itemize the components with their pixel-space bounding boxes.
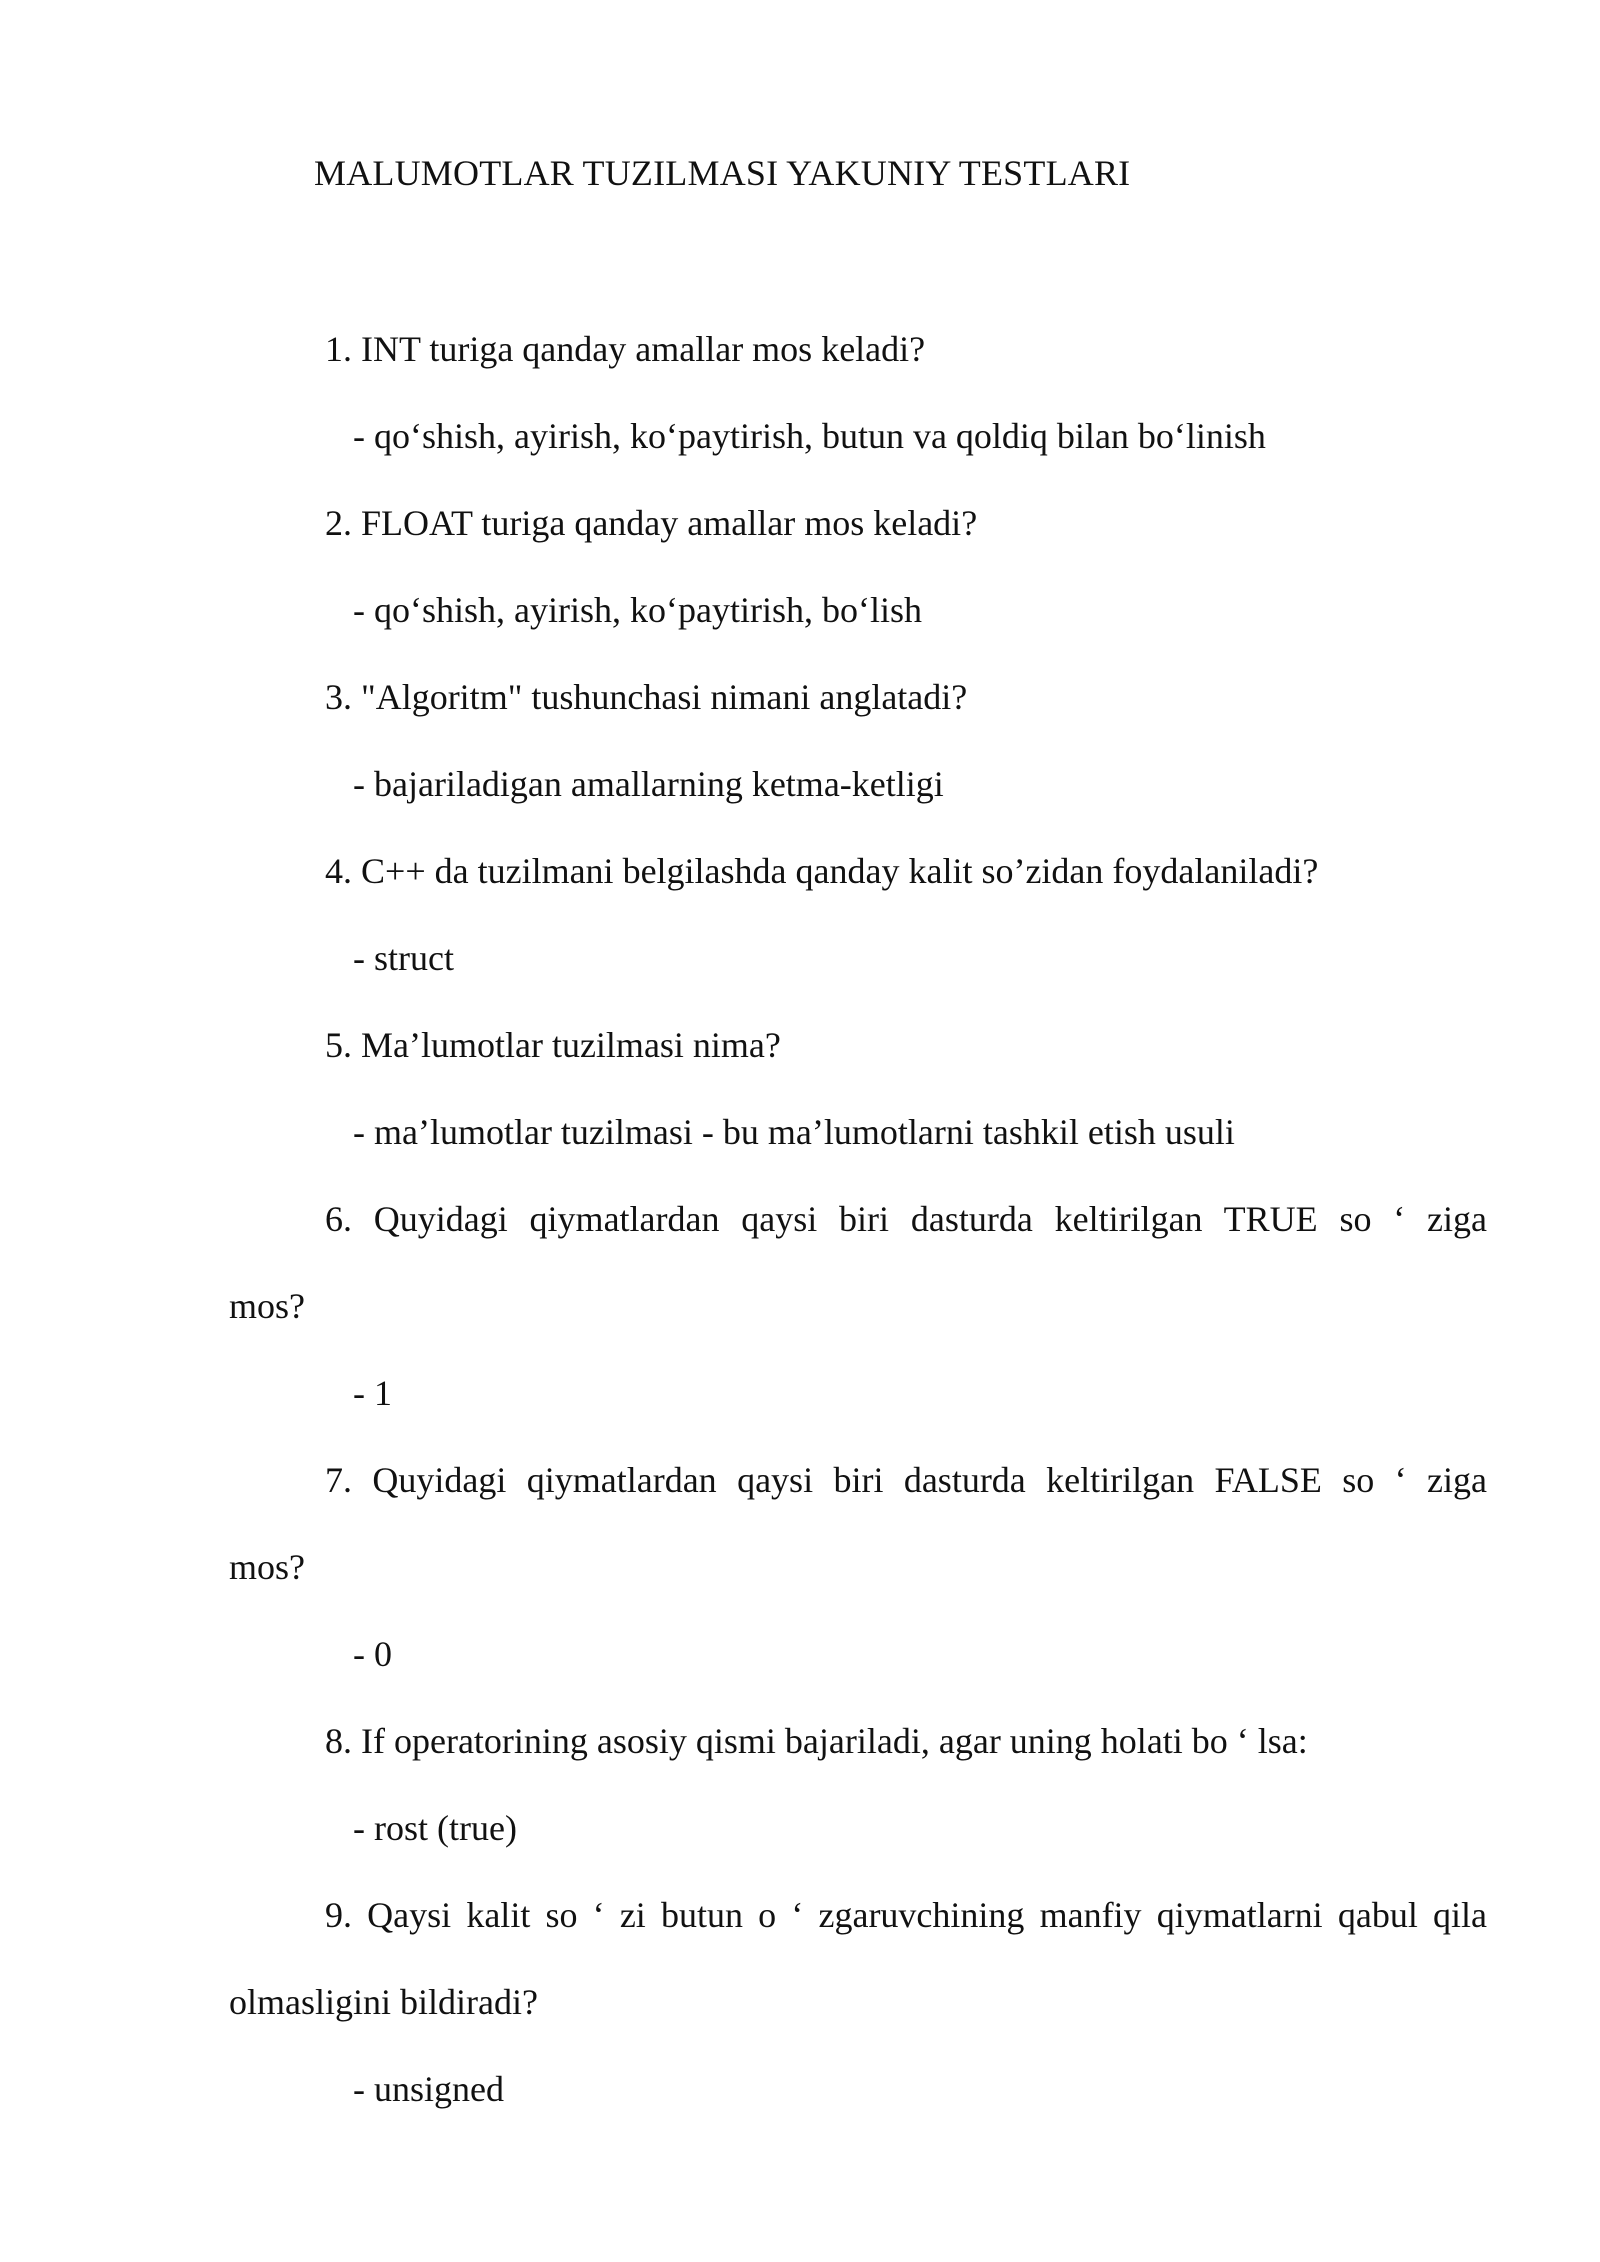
- question-1: 1. INT turiga qanday amallar mos keladi?: [325, 329, 926, 369]
- question-9: 9. Qaysi kalit so ‘ zi butun o ‘ zgaruvchining manfiy qiymatlarni qabul qila: [325, 1895, 1487, 1935]
- answer-5: - ma’lumotlar tuzilmasi - bu ma’lumotlarni tashkil etish usuli: [353, 1112, 1235, 1152]
- answer-1: - qo‘shish, ayirish, ko‘paytirish, butun va qoldiq bilan bo‘linish: [353, 416, 1266, 456]
- question-6: 6. Quyidagi qiymatlardan qaysi biri dasturda keltirilgan TRUE so ‘ ziga: [325, 1199, 1487, 1239]
- question-6-continuation: mos?: [229, 1286, 305, 1326]
- answer-4: - struct: [353, 938, 454, 978]
- question-8: 8. If operatorining asosiy qismi bajariladi, agar uning holati bo ‘ lsa:: [325, 1721, 1308, 1761]
- page-title: MALUMOTLAR TUZILMASI YAKUNIY TESTLARI: [314, 153, 1131, 193]
- answer-8: - rost (true): [353, 1808, 517, 1848]
- question-2: 2. FLOAT turiga qanday amallar mos keladi?: [325, 503, 978, 543]
- question-9-continuation: olmasligini bildiradi?: [229, 1982, 538, 2022]
- question-4: 4. C++ da tuzilmani belgilashda qanday kalit so’zidan foydalaniladi?: [325, 851, 1319, 891]
- question-3: 3. "Algoritm" tushunchasi nimani anglatadi?: [325, 677, 968, 717]
- answer-7: - 0: [353, 1634, 392, 1674]
- question-7-continuation: mos?: [229, 1547, 305, 1587]
- answer-2: - qo‘shish, ayirish, ko‘paytirish, bo‘lish: [353, 590, 922, 630]
- answer-9: - unsigned: [353, 2069, 504, 2109]
- question-5: 5. Ma’lumotlar tuzilmasi nima?: [325, 1025, 781, 1065]
- answer-6: - 1: [353, 1373, 392, 1413]
- question-7: 7. Quyidagi qiymatlardan qaysi biri dasturda keltirilgan FALSE so ‘ ziga: [325, 1460, 1487, 1500]
- answer-3: - bajariladigan amallarning ketma-ketligi: [353, 764, 944, 804]
